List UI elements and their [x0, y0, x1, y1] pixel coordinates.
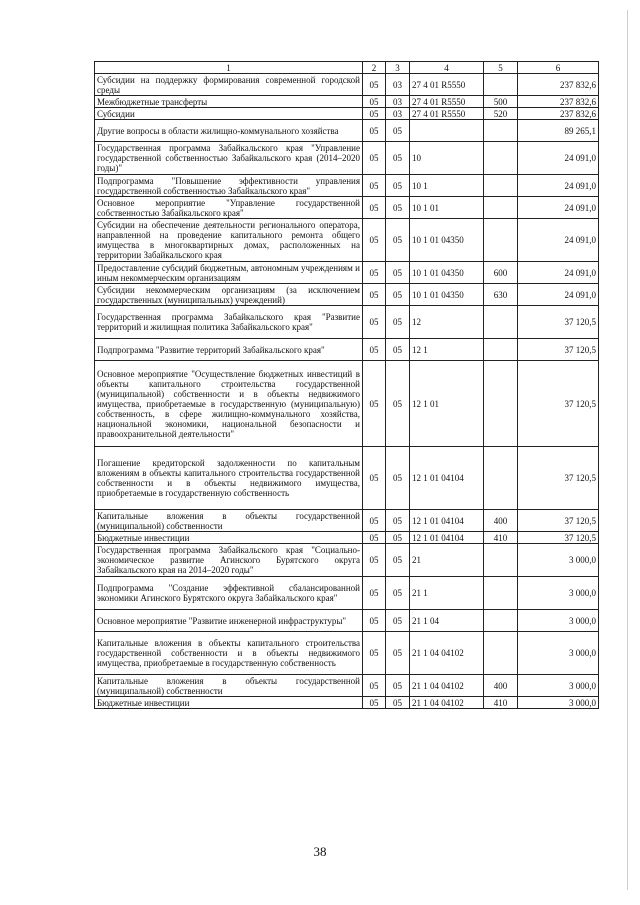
cell-expense-type: 520 — [484, 108, 518, 120]
cell-expense-type: 600 — [484, 262, 518, 284]
cell-section: 05 — [363, 284, 386, 306]
cell-amount: 3 000,0 — [518, 632, 599, 675]
cell-amount: 237 832,6 — [518, 96, 599, 108]
cell-section: 05 — [363, 447, 386, 510]
cell-expense-type — [484, 632, 518, 675]
cell-section: 05 — [363, 577, 386, 610]
cell-section: 05 — [363, 96, 386, 108]
cell-amount: 24 091,0 — [518, 262, 599, 284]
cell-subsection: 05 — [386, 175, 410, 197]
cell-amount: 24 091,0 — [518, 219, 599, 262]
cell-subsection: 03 — [386, 96, 410, 108]
cell-target-article: 21 1 04 04102 — [410, 697, 484, 709]
budget-table — [94, 61, 599, 709]
cell-expense-type — [484, 120, 518, 142]
cell-amount: 89 265,1 — [518, 120, 599, 142]
table-body — [95, 74, 599, 709]
cell-subsection: 03 — [386, 108, 410, 120]
table-row — [95, 510, 599, 532]
cell-name: Другие вопросы в области жилищно-коммунального хозяйства — [95, 120, 363, 142]
table-row — [95, 697, 599, 709]
cell-expense-type — [484, 175, 518, 197]
table-row — [95, 96, 599, 108]
cell-name: Бюджетные инвестиции — [95, 532, 363, 544]
cell-amount: 24 091,0 — [518, 175, 599, 197]
cell-target-article: 12 1 01 04104 — [410, 510, 484, 532]
cell-subsection: 05 — [386, 610, 410, 632]
cell-subsection: 05 — [386, 284, 410, 306]
cell-expense-type — [484, 339, 518, 361]
cell-name: Государственная программа Забайкальского края "Развитие территорий и жилищная политика Забайкальского края" — [95, 306, 363, 339]
cell-target-article — [410, 120, 484, 142]
cell-name: Подпрограмма "Создание эффективной сбалансированной экономики Агинского Бурятского округа Забайкальского края" — [95, 577, 363, 610]
table-row — [95, 142, 599, 175]
cell-section: 05 — [363, 544, 386, 577]
cell-target-article: 12 — [410, 306, 484, 339]
cell-section: 05 — [363, 632, 386, 675]
cell-expense-type: 500 — [484, 96, 518, 108]
cell-expense-type — [484, 361, 518, 447]
cell-target-article: 10 — [410, 142, 484, 175]
cell-expense-type — [484, 197, 518, 219]
header-col-4: 4 — [410, 62, 484, 74]
table-row — [95, 339, 599, 361]
cell-target-article: 12 1 — [410, 339, 484, 361]
cell-target-article: 21 1 04 04102 — [410, 632, 484, 675]
cell-amount: 237 832,6 — [518, 108, 599, 120]
cell-target-article: 27 4 01 R5550 — [410, 108, 484, 120]
cell-target-article: 21 1 04 04102 — [410, 675, 484, 697]
table-row — [95, 219, 599, 262]
cell-section: 05 — [363, 175, 386, 197]
table-row — [95, 74, 599, 96]
cell-section: 05 — [363, 361, 386, 447]
cell-subsection: 05 — [386, 447, 410, 510]
table-header-row — [95, 62, 599, 74]
cell-name: Государственная программа Забайкальского края "Управление государственной собственностью Забайкальского края (2014–2020 годы)" — [95, 142, 363, 175]
cell-target-article: 10 1 01 04350 — [410, 284, 484, 306]
cell-subsection: 05 — [386, 532, 410, 544]
table-row — [95, 108, 599, 120]
cell-amount: 37 120,5 — [518, 361, 599, 447]
cell-amount: 37 120,5 — [518, 339, 599, 361]
cell-amount: 37 120,5 — [518, 447, 599, 510]
cell-expense-type — [484, 142, 518, 175]
cell-section: 05 — [363, 339, 386, 361]
cell-amount: 24 091,0 — [518, 284, 599, 306]
cell-expense-type — [484, 544, 518, 577]
header-col-2: 2 — [363, 62, 386, 74]
table-row — [95, 675, 599, 697]
cell-section: 05 — [363, 610, 386, 632]
table-row — [95, 120, 599, 142]
header-col-5: 5 — [484, 62, 518, 74]
cell-amount: 3 000,0 — [518, 675, 599, 697]
cell-amount: 37 120,5 — [518, 532, 599, 544]
cell-subsection: 05 — [386, 306, 410, 339]
cell-target-article: 21 1 04 — [410, 610, 484, 632]
cell-subsection: 05 — [386, 339, 410, 361]
cell-amount: 3 000,0 — [518, 577, 599, 610]
cell-name: Субсидии на обеспечение деятельности регионального оператора, направленной на проведение капитального ремонта общего имущества в многоквартирных домах, расположенных на территории Забайкальского края — [95, 219, 363, 262]
cell-subsection: 05 — [386, 544, 410, 577]
cell-name: Субсидии на поддержку формирования современной городской среды — [95, 74, 363, 96]
cell-name: Основное мероприятие "Управление государственной собственностью Забайкальского края" — [95, 197, 363, 219]
cell-name: Субсидии некоммерческим организациям (за исключением государственных (муниципальных) учреждений) — [95, 284, 363, 306]
cell-expense-type: 400 — [484, 510, 518, 532]
table-row — [95, 447, 599, 510]
cell-target-article: 12 1 01 04104 — [410, 532, 484, 544]
cell-target-article: 27 4 01 R5550 — [410, 74, 484, 96]
cell-subsection: 05 — [386, 632, 410, 675]
cell-expense-type — [484, 447, 518, 510]
cell-expense-type — [484, 306, 518, 339]
cell-subsection: 05 — [386, 361, 410, 447]
cell-name: Предоставление субсидий бюджетным, автономным учреждениям и иным некоммерческим организациям — [95, 262, 363, 284]
table-row — [95, 532, 599, 544]
cell-name: Основное мероприятие "Осуществление бюджетных инвестиций в объекты капитального строительства государственной (муниципальной) собственности и в объекты недвижимого имущества, приобретаемые в государственную (муниципальную) собственность, в сфере жилищно-коммунального хозяйства, национальной экономики, национальной безопасности и правоохранительной деятельности" — [95, 361, 363, 447]
cell-section: 05 — [363, 510, 386, 532]
cell-subsection: 05 — [386, 262, 410, 284]
cell-subsection: 05 — [386, 120, 410, 142]
cell-expense-type — [484, 577, 518, 610]
cell-section: 05 — [363, 697, 386, 709]
cell-section: 05 — [363, 142, 386, 175]
table-row — [95, 197, 599, 219]
cell-target-article: 12 1 01 04104 — [410, 447, 484, 510]
cell-section: 05 — [363, 262, 386, 284]
cell-name: Капитальные вложения в объекты государственной (муниципальной) собственности — [95, 510, 363, 532]
cell-amount: 37 120,5 — [518, 306, 599, 339]
cell-name: Бюджетные инвестиции — [95, 697, 363, 709]
cell-name: Государственная программа Забайкальского края "Социально-экономическое развитие Агинского Бурятского округа Забайкальского края на 2014–2020 годы" — [95, 544, 363, 577]
header-col-3: 3 — [386, 62, 410, 74]
cell-name: Субсидии — [95, 108, 363, 120]
cell-target-article: 10 1 01 — [410, 197, 484, 219]
cell-expense-type: 410 — [484, 532, 518, 544]
cell-subsection: 05 — [386, 219, 410, 262]
cell-target-article: 10 1 01 04350 — [410, 262, 484, 284]
page-number: 38 — [313, 844, 327, 859]
cell-section: 05 — [363, 219, 386, 262]
table-row — [95, 361, 599, 447]
cell-target-article: 10 1 01 04350 — [410, 219, 484, 262]
table-row — [95, 610, 599, 632]
table-row — [95, 632, 599, 675]
cell-name: Межбюджетные трансферты — [95, 96, 363, 108]
cell-section: 05 — [363, 306, 386, 339]
cell-target-article: 21 1 — [410, 577, 484, 610]
header-col-1: 1 — [95, 62, 363, 74]
cell-expense-type: 400 — [484, 675, 518, 697]
cell-subsection: 05 — [386, 142, 410, 175]
cell-expense-type — [484, 74, 518, 96]
cell-name: Капитальные вложения в объекты государственной (муниципальной) собственности — [95, 675, 363, 697]
cell-target-article: 21 — [410, 544, 484, 577]
cell-amount: 37 120,5 — [518, 510, 599, 532]
cell-name: Капитальные вложения в объекты капитального строительства государственной собственности и в объекты недвижимого имущества, приобретаемые в государственную собственность — [95, 632, 363, 675]
cell-section: 05 — [363, 108, 386, 120]
cell-expense-type — [484, 610, 518, 632]
cell-name: Погашение кредиторской задолженности по капитальным вложениям в объекты капитального строительства государственной собственности и в объекты недвижимого имущества, приобретаемые в государственную собственность — [95, 447, 363, 510]
cell-expense-type: 410 — [484, 697, 518, 709]
cell-subsection: 05 — [386, 510, 410, 532]
cell-section: 05 — [363, 74, 386, 96]
cell-subsection: 05 — [386, 197, 410, 219]
cell-section: 05 — [363, 197, 386, 219]
table-row — [95, 175, 599, 197]
cell-section: 05 — [363, 120, 386, 142]
cell-amount: 24 091,0 — [518, 142, 599, 175]
cell-section: 05 — [363, 532, 386, 544]
cell-expense-type: 630 — [484, 284, 518, 306]
cell-target-article: 12 1 01 — [410, 361, 484, 447]
cell-amount: 24 091,0 — [518, 197, 599, 219]
table-row — [95, 284, 599, 306]
cell-subsection: 05 — [386, 675, 410, 697]
cell-name: Основное мероприятие "Развитие инженерной инфраструктуры" — [95, 610, 363, 632]
cell-subsection: 03 — [386, 74, 410, 96]
page-edge-line — [627, 10, 628, 890]
cell-amount: 3 000,0 — [518, 697, 599, 709]
cell-amount: 237 832,6 — [518, 74, 599, 96]
cell-name: Подпрограмма "Развитие территорий Забайкальского края" — [95, 339, 363, 361]
cell-amount: 3 000,0 — [518, 544, 599, 577]
table-row — [95, 577, 599, 610]
table-row — [95, 262, 599, 284]
header-col-6: 6 — [518, 62, 599, 74]
cell-target-article: 10 1 — [410, 175, 484, 197]
table-row — [95, 544, 599, 577]
cell-target-article: 27 4 01 R5550 — [410, 96, 484, 108]
cell-name: Подпрограмма "Повышение эффективности управления государственной собственностью Забайкальского края" — [95, 175, 363, 197]
cell-amount: 3 000,0 — [518, 610, 599, 632]
cell-subsection: 05 — [386, 577, 410, 610]
cell-expense-type — [484, 219, 518, 262]
cell-section: 05 — [363, 675, 386, 697]
table-row — [95, 306, 599, 339]
cell-subsection: 05 — [386, 697, 410, 709]
